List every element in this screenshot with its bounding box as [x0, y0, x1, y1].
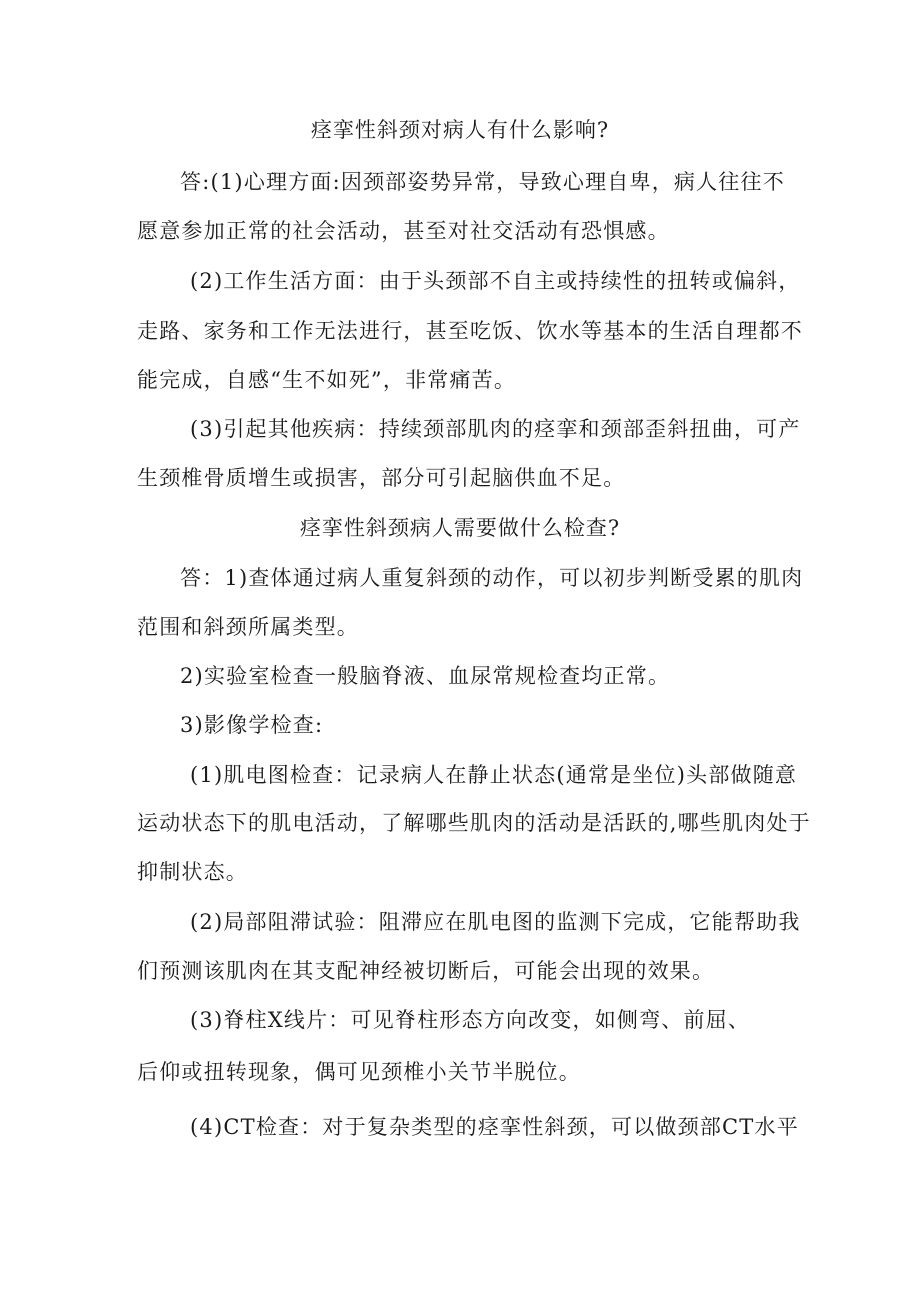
paragraph-line: 生颈椎骨质增生或损害，部分可引起脑供血不足。: [137, 466, 626, 490]
paragraph-line: 走路、家务和工作无法进行，甚至吃饭、饮水等基本的生活自理都不: [137, 319, 803, 343]
paragraph-line: 答：1)查体通过病人重复斜颈的动作，可以初步判断受累的肌肉: [180, 566, 804, 590]
paragraph-line: 范围和斜颈所属类型。: [137, 615, 359, 639]
paragraph-line: 们预测该肌肉在其支配神经被切断后，可能会出现的效果。: [137, 959, 715, 983]
section-title-examinations: 痉挛性斜颈病人需要做什么检查?: [299, 516, 621, 540]
paragraph-line: (3)脊柱X线片：可见脊柱形态方向改变，如侧弯、前屈、: [190, 1008, 751, 1032]
paragraph-line: 愿意参加正常的社会活动，甚至对社交活动有恐惧感。: [137, 219, 670, 243]
paragraph-line: (3)引起其他疾病：持续颈部肌肉的痉挛和颈部歪斜扭曲，可产: [190, 417, 801, 441]
paragraph-line: (2)局部阻滞试验：阻滞应在肌电图的监测下完成，它能帮助我: [190, 910, 801, 934]
paragraph-line: 抑制状态。: [137, 860, 248, 884]
paragraph-line: 运动状态下的肌电活动，了解哪些肌肉的活动是活跃的,哪些肌肉处于: [137, 811, 811, 835]
paragraph-line: (2)工作生活方面：由于头颈部不自主或持续性的扭转或偏斜，: [190, 269, 801, 293]
section-title-effects: 痉挛性斜颈对病人有什么影响?: [310, 118, 610, 142]
paragraph-line: (4)CT检查：对于复杂类型的痉挛性斜颈，可以做颈部CT水平: [190, 1115, 799, 1139]
paragraph-line: 后仰或扭转现象，偶可见颈椎小关节半脱位。: [137, 1060, 581, 1084]
paragraph-line: (1)肌电图检查：记录病人在静止状态(通常是坐位)头部做随意: [190, 763, 798, 787]
paragraph-line: 3)影像学检查:: [180, 713, 324, 737]
paragraph-line: 能完成，自感“生不如死”，非常痛苦。: [137, 368, 517, 392]
paragraph-line: 2)实验室检查一般脑脊液、血尿常规检查均正常。: [180, 664, 671, 688]
paragraph-line: 答:(1)心理方面:因颈部姿势异常，导致心理自卑，病人往往不: [180, 170, 785, 194]
